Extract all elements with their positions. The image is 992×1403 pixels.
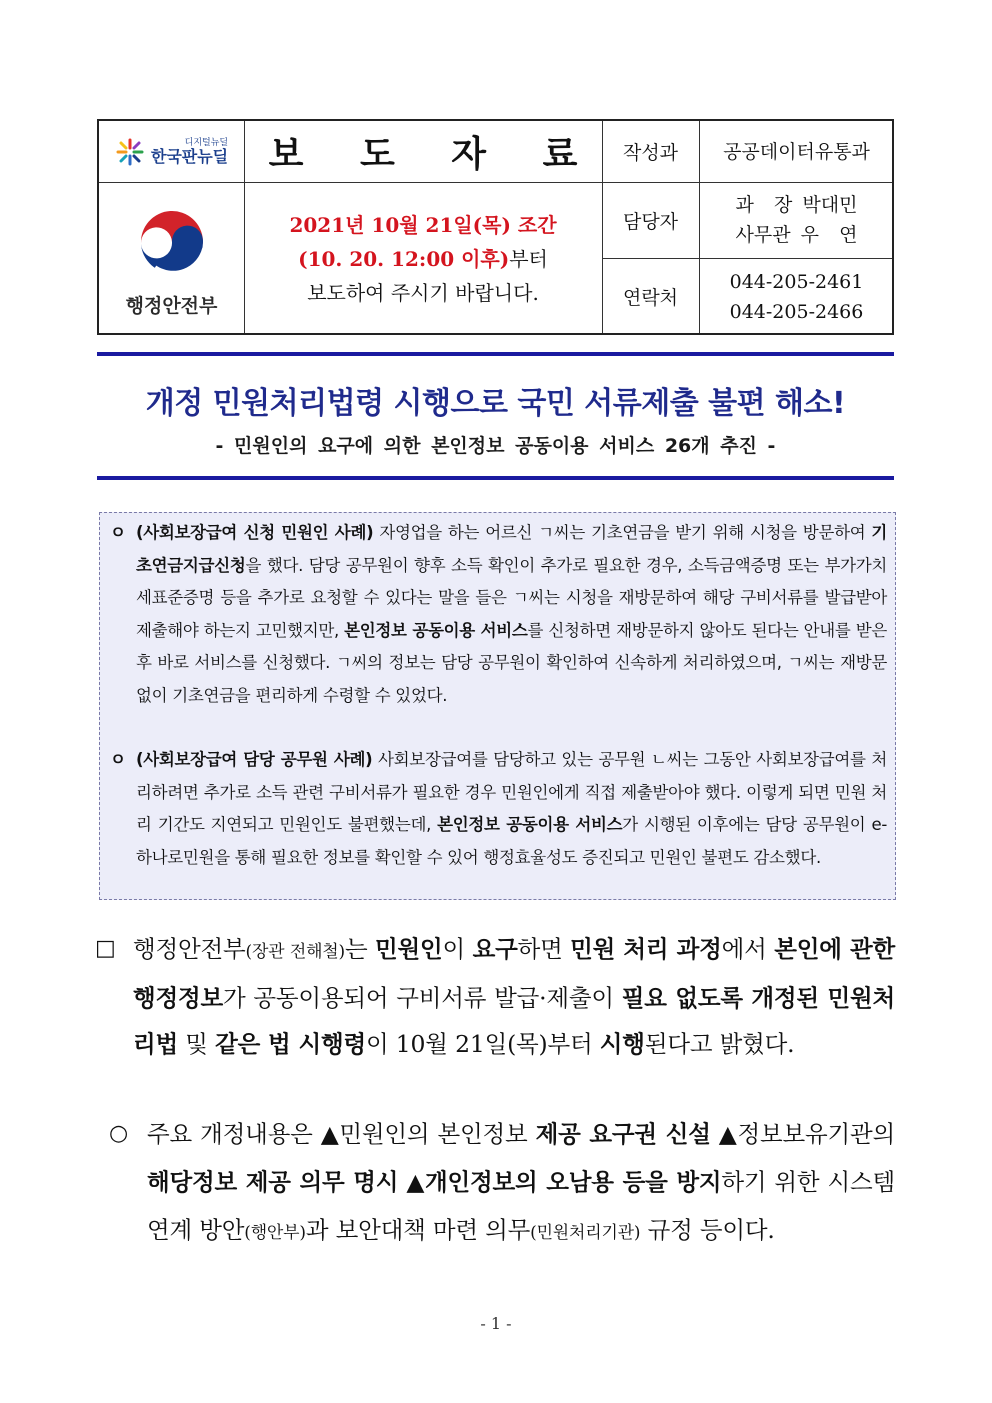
embargo-from: 부터: [509, 246, 548, 271]
p1-minister: (장관 전해철): [245, 942, 345, 962]
p1-text-3: 는: [344, 935, 376, 963]
body-paragraph-1: [95, 926, 895, 1067]
p1-bold-3: 민원 처리 과정: [570, 935, 722, 963]
case-2-marker: ㅇ: [110, 750, 126, 769]
case-example-1: [110, 517, 888, 712]
kpn-logo-text: 한국판뉴딜: [150, 146, 229, 166]
p2-text-11: 규정 등이다.: [640, 1216, 775, 1244]
dept-label: 작성과: [622, 142, 679, 164]
mois-logo: [99, 182, 244, 335]
contact-person-label: 담당자: [622, 210, 679, 233]
p2-text-9: 과 보안대책 마련 의무: [305, 1216, 531, 1244]
document-type-title: 보 도 자 료: [268, 133, 600, 175]
p1-text-5: 이: [442, 935, 473, 963]
kpn-logo-small-text: 디지털뉴딜: [184, 137, 229, 148]
embargo-notice: [244, 182, 602, 335]
p2-bold-3: 개인정보의 오남용 등을 방지: [425, 1168, 722, 1196]
case-1-marker: ㅇ: [110, 523, 126, 542]
case-1-text-a: 자영업을 하는 어르신 ㄱ씨는 기초연금을 받기 위해 시청을 방문하여: [373, 523, 872, 542]
case-1-text-c: 를 신청하면 재방문하지 않아도 된다는 안내를 받은 후 바로 서비스를 신청했다. ㄱ씨의 정보는 담당 공무원이 확인하여 신속하게 처리하였으며, ㄱ씨는 재방문 없이 기초연금을 편리하게 수령할 수 있었다.: [136, 620, 888, 705]
contact-persons: [699, 182, 894, 258]
embargo-time: (10. 20. 12:00 이후): [298, 246, 510, 271]
case-1-bold-b: 본인정보 공동이용 서비스: [344, 620, 528, 640]
headline-subtitle: - 민원인의 요구에 의한 본인정보 공동이용 서비스 26개 추진 -: [215, 435, 776, 457]
case-1-title: (사회보장급여 신청 민원인 사례): [136, 523, 374, 542]
p1-text-17: 된다고 밝혔다.: [644, 1030, 795, 1058]
phone-1: 044-205-2461: [729, 270, 864, 293]
embargo-date: 2021년 10월 21일(목) 조간: [289, 212, 557, 237]
headline-title: 개정 민원처리법령 시행으로 국민 서류제출 불편 해소!: [145, 386, 846, 421]
contact-person-2: 사무관 우 연: [735, 224, 858, 246]
case-examples-box: [99, 512, 896, 900]
p2-agency: (민원처리기관): [530, 1223, 641, 1243]
body-paragraph-2: [109, 1110, 895, 1257]
p1-bold-6: 같은 법 시행령: [215, 1030, 367, 1058]
case-2-text-b: 가 시행된 이후에는 담당 공무원이 e-하나로민원을 통해 필요한 정보를 확인할 수 있어 행정효율성도 증진되고 민원인 불편도 감소했다.: [136, 815, 887, 867]
embargo-request: 보도하여 주시기 바랍니다.: [307, 280, 539, 305]
taegeuk-emblem-icon: [129, 199, 215, 285]
p2-bold-2: 해당정보 제공 의무 명시: [147, 1168, 399, 1196]
korean-new-deal-logo: [99, 121, 244, 182]
p1-text-9: 에서: [721, 935, 775, 963]
p2-mois-abbr: (행안부): [244, 1223, 306, 1243]
p1-text-13: 및: [178, 1030, 216, 1058]
phone-label: 연락처: [622, 287, 679, 309]
p1-text-15: 이 10월 21일(목)부터: [366, 1030, 600, 1058]
p1-text-11: 가 공동이용되어 구비서류 발급·제출이: [223, 984, 622, 1012]
headline-top-rule: [97, 352, 894, 356]
p2-text-1: 주요 개정내용은 ▲민원인의 본인정보: [147, 1120, 536, 1148]
contact-person-1: 과 장 박대민: [735, 194, 858, 216]
case-2-bold-a: 본인정보 공동이용 서비스: [437, 815, 623, 834]
phone-numbers: [699, 258, 894, 335]
p2-text-3: ▲정보보유기관의: [710, 1120, 895, 1148]
p1-bold-4: 본인에 관한 행정정보: [133, 935, 895, 1012]
p1-bold-7: 시행: [599, 1030, 645, 1058]
p1-bold-1: 민원인: [375, 935, 443, 963]
headline-bottom-rule: [97, 476, 894, 480]
case-2-title: (사회보장급여 담당 공무원 사례): [136, 750, 373, 769]
header-table: [97, 119, 894, 335]
case-2-text-a: 사회보장급여를 담당하고 있는 공무원 ㄴ씨는 그동안 사회보장급여를 처리하려면 추가로 소득 관련 구비서류가 필요한 경우 민원인에게 직접 제출받아야 했다. 이렇게 되면 민원 처리 기간도 지연되고 민원인도 불편했는데,: [136, 750, 887, 834]
phone-2: 044-205-2466: [729, 300, 864, 323]
p2-text-5: ▲: [398, 1168, 426, 1196]
page-number: - 1 -: [480, 1314, 512, 1333]
dept-value: 공공데이터유통과: [723, 140, 870, 163]
circle-bullet: ○: [109, 1121, 128, 1146]
p1-bold-5: 필요 없도록 개정된 민원처리법: [133, 984, 895, 1058]
p1-text-1: 행정안전부: [133, 935, 246, 963]
mois-name: 행정안전부: [125, 295, 218, 317]
p2-bold-1: 제공 요구권 신설: [535, 1120, 711, 1148]
new-deal-burst-icon: [115, 137, 145, 167]
case-1-text-b: 을 했다. 담당 공무원이 향후 소득 확인이 추가로 필요한 경우, 소득금액증명 또는 부가가치세표준증명 등을 추가로 요청할 수 있다는 말을 들은 ㄱ씨는 시청을 재방문하여 해당 구비서류를 발급받아 제출해야 하는지 고민했지만,: [136, 555, 887, 640]
case-example-2: [110, 744, 887, 874]
square-bullet: □: [95, 936, 116, 961]
p1-text-7: 하면: [517, 935, 571, 963]
case-1-bold-a: 기초연금지급신청: [136, 523, 887, 575]
p2-text-7: 하기 위한 시스템 연계 방안: [147, 1168, 895, 1244]
p1-bold-2: 요구: [472, 935, 518, 963]
